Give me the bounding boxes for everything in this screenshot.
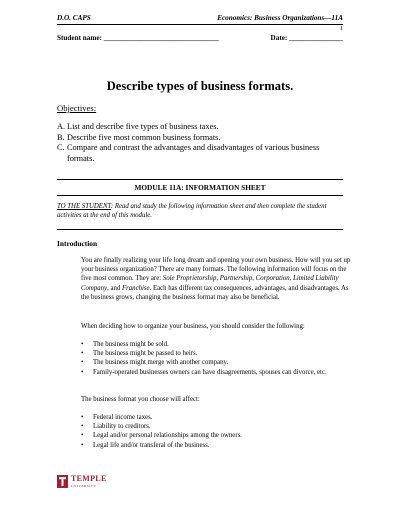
list-item <box>81 431 351 440</box>
intro-italic: Limited Liability Company <box>81 275 339 292</box>
objective-text: Compare and contrast the advantages and disadvantages of various business formats. <box>67 143 320 163</box>
intro-paragraph: When deciding how to organize your business, you should consider the following: <box>81 323 305 330</box>
bullet-icon: • <box>81 423 84 431</box>
header-right: Economics: Business Organizations—11A <box>217 14 343 22</box>
module-top-rule <box>57 179 343 180</box>
objectives-list <box>57 122 347 164</box>
list-item-text: The business might be passed to heirs. <box>93 350 198 358</box>
list-item <box>81 413 351 422</box>
objective-letter: A. <box>57 122 66 131</box>
intro-italic: Franchise <box>121 284 150 292</box>
logo-subtitle: UNIVERSITY <box>71 483 97 488</box>
bullet-list <box>81 413 351 450</box>
list-item-text: Family-operated businesses owners can have disagreements, spouses can divorce, etc. <box>93 368 327 376</box>
header-rule <box>57 24 343 25</box>
bullet-icon: • <box>81 414 84 421</box>
intro-italic: Partnership <box>219 275 253 283</box>
objective-item <box>57 122 347 133</box>
student-name-field: Student name: ________________________________ <box>57 34 219 42</box>
intro-italic: Sole Proprietorship <box>162 275 217 283</box>
running-header <box>57 14 343 22</box>
to-student-label: TO THE STUDENT <box>57 203 111 210</box>
module-bottom-rule <box>57 195 343 196</box>
intro-paragraph: The business format you choose will affect: <box>81 396 200 403</box>
bullet-icon: • <box>81 350 84 358</box>
bullet-icon: • <box>81 359 84 367</box>
objective-text: List and describe five types of business taxes. <box>67 122 219 131</box>
list-item <box>81 340 351 349</box>
logo-wordmark: TEMPLE <box>71 474 107 484</box>
instructions-rule <box>57 229 343 230</box>
page-title: Describe types of business formats. <box>106 79 294 93</box>
student-instructions <box>57 202 343 221</box>
list-item <box>81 368 351 377</box>
objectives-heading: Objectives: <box>57 103 97 113</box>
list-item-text: Legal and/or personal relationships among the owners. <box>93 432 242 440</box>
intro-text: , <box>216 275 220 283</box>
objective-letter: B. <box>57 132 65 142</box>
temple-t-icon <box>57 475 68 488</box>
intro-text: . Each has different tax consequences, advantages, and disadvantages. As the business grows, changing the business format may also be beneficial. <box>81 284 349 301</box>
list-item <box>81 422 351 431</box>
list-item-text: The business might be sold. <box>93 341 169 348</box>
to-student-text: : Read and study the following information sheet and then complete the student activities at the end of this module. <box>57 203 327 220</box>
list-item-text: Liability to creditors. <box>93 423 151 431</box>
list-item-text: Legal life and/or transferal of the business. <box>93 441 210 449</box>
intro-text: , <box>289 275 294 283</box>
intro-text: , and <box>107 284 122 292</box>
bullet-icon: • <box>81 368 84 376</box>
intro-italic: Corporation <box>255 275 290 283</box>
objective-item <box>57 143 347 164</box>
bullet-list <box>81 340 351 377</box>
bullet-icon: • <box>81 341 84 348</box>
intro-text: , <box>252 275 256 283</box>
list-item-text: The business might merge with another company. <box>93 359 229 367</box>
module-heading: MODULE 11A: INFORMATION SHEET <box>134 183 266 192</box>
bullet-icon: • <box>81 432 84 440</box>
page-number: 1 <box>339 25 343 32</box>
list-item-text: Federal income taxes. <box>93 414 153 421</box>
student-line <box>57 34 343 42</box>
list-item <box>81 358 351 367</box>
section-heading: Introduction <box>57 239 98 248</box>
list-item <box>81 441 351 450</box>
intro-text: You are finally realizing your life long dream and opening your own business. How will you set up your business organization? There are many formats. The following information will focus on the five most common. They are: <box>81 257 351 283</box>
objective-item <box>57 133 347 144</box>
temple-university-logo <box>57 475 107 488</box>
list-item <box>81 349 351 358</box>
date-field: Date: _______________ <box>270 34 343 42</box>
objective-text: Describe five most common business formats. <box>67 132 221 142</box>
header-left: D.O. CAPS <box>57 14 91 22</box>
objective-letter: C. <box>57 143 65 152</box>
intro-paragraph <box>81 256 351 302</box>
bullet-icon: • <box>81 441 84 449</box>
